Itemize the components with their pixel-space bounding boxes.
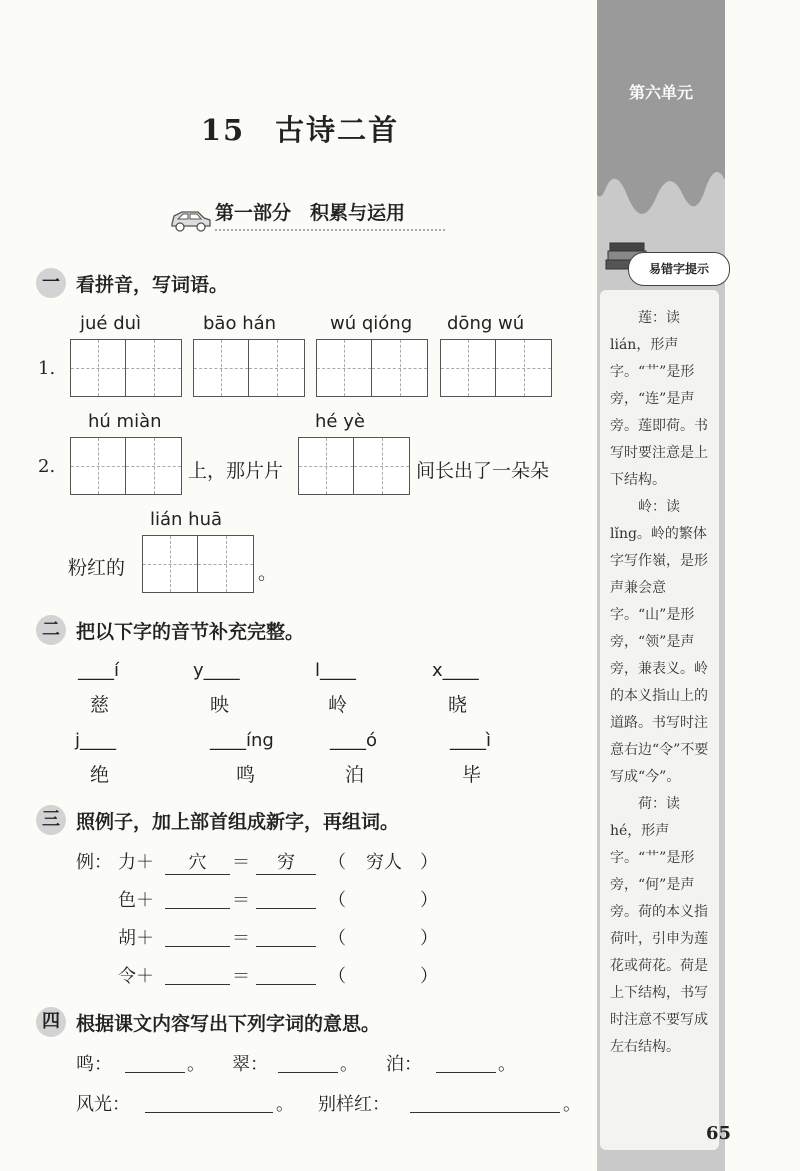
radical-row-2-eq: ＝ (232, 890, 250, 911)
part-heading-underline (215, 229, 445, 231)
radical-row-1-result: 穷 (256, 848, 316, 875)
syllable-blank-1[interactable]: ____í (78, 660, 120, 681)
tip-paragraph-lian: 莲：读 lián，形声字。“艹”是形旁，“连”是声旁。莲即荷。书写时要注意是上下结构。 (610, 310, 708, 488)
pinyin-bao-han: bāo hán (203, 313, 277, 334)
radical-row-2-rp: ） (420, 890, 438, 911)
car-icon (168, 206, 212, 232)
pinyin-hu-mian: hú miàn (88, 411, 162, 432)
meaning-label-cui: 翠： (232, 1054, 268, 1075)
char-jue: 绝 (90, 764, 110, 786)
syllable-blank-5[interactable]: j____ (75, 730, 117, 751)
sentence-text-2: 间长出了一朵朵 (416, 460, 550, 482)
part-heading: 第一部分 积累与运用 (215, 202, 406, 224)
section-2-badge: 二 (36, 615, 66, 645)
sentence-text-1: 上，那片片 (188, 460, 284, 482)
meaning-label-ming: 鸣： (76, 1054, 112, 1075)
radical-row-2-result-blank[interactable] (256, 886, 316, 909)
char-ming: 鸣 (236, 764, 256, 786)
radical-row-3-base: 胡＋ (118, 928, 154, 949)
pinyin-he-ye: hé yè (315, 411, 365, 432)
tip-text (610, 305, 714, 1061)
section-1-heading: 一 看拼音，写词语。 (36, 268, 228, 298)
section-3-heading: 三 照例子，加上部首组成新字，再组词。 (36, 805, 399, 835)
page-number: 65 (706, 1123, 732, 1144)
meaning-period-5: 。 (563, 1094, 581, 1115)
radical-row-4-rp: ） (420, 966, 438, 987)
radical-row-1-eq: ＝ (232, 852, 250, 873)
section-3-badge: 三 (36, 805, 66, 835)
section-4-badge: 四 (36, 1007, 66, 1037)
meaning-blank-bo[interactable] (436, 1050, 496, 1073)
page-title: 15 古诗二首 (200, 113, 400, 147)
radical-row-1-radical: 穴 (165, 848, 230, 875)
syllable-blank-2[interactable]: y____ (193, 660, 240, 681)
radical-row-3-eq: ＝ (232, 928, 250, 949)
tip-title-cloud: 易错字提示 (628, 252, 730, 286)
syllable-blank-8[interactable]: ____ì (450, 730, 492, 751)
section-2-heading: 二 把以下字的音节补充完整。 (36, 615, 304, 645)
tip-paragraph-he: 荷：读 hé，形声字。“艹”是形旁，“何”是声旁。荷的本义指荷叶，引申为莲花或荷花。荷是上下结构，书写时注意不要写成左右结构。 (610, 796, 708, 1055)
radical-row-2-blank[interactable] (165, 886, 230, 909)
char-bi: 毕 (462, 764, 482, 786)
meaning-label-fengguang: 风光： (76, 1094, 130, 1115)
writing-grid-7[interactable] (142, 535, 254, 593)
sentence-text-3: 粉红的 (68, 557, 126, 579)
writing-grid-1[interactable] (70, 339, 182, 397)
radical-row-2-base: 色＋ (118, 890, 154, 911)
pinyin-wu-qiong: wú qióng (330, 313, 413, 334)
example-label: 例： (76, 852, 112, 873)
radical-row-3-blank[interactable] (165, 924, 230, 947)
radical-row-4-blank[interactable] (165, 962, 230, 985)
pinyin-dong-wu: dōng wú (447, 313, 525, 334)
q1-item-1-number: 1. (38, 358, 56, 379)
syllable-blank-7[interactable]: ____ó (330, 730, 378, 751)
char-ci: 慈 (90, 694, 110, 716)
char-xiao: 晓 (448, 694, 468, 716)
radical-row-1-lp: （ (328, 852, 346, 873)
writing-grid-6[interactable] (298, 437, 410, 495)
radical-row-3-rp: ） (420, 928, 438, 949)
writing-grid-4[interactable] (440, 339, 552, 397)
pinyin-jue-dui: jué duì (80, 313, 142, 334)
meaning-blank-bieyanghong[interactable] (410, 1090, 560, 1113)
radical-row-4-base: 令＋ (118, 966, 154, 987)
char-bo: 泊 (345, 764, 365, 786)
meaning-label-bieyanghong: 别样红： (318, 1094, 390, 1115)
meaning-blank-fengguang[interactable] (145, 1090, 273, 1113)
meaning-period-1: 。 (187, 1054, 205, 1075)
syllable-blank-6[interactable]: ____íng (210, 730, 274, 751)
radical-row-4-result-blank[interactable] (256, 962, 316, 985)
radical-row-4-eq: ＝ (232, 966, 250, 987)
writing-grid-2[interactable] (193, 339, 305, 397)
meaning-period-3: 。 (498, 1054, 516, 1075)
writing-grid-3[interactable] (316, 339, 428, 397)
q1-item-2-number: 2. (38, 456, 56, 477)
meaning-blank-ming[interactable] (125, 1050, 185, 1073)
radical-row-4-lp: （ (328, 966, 346, 987)
section-4-heading: 四 根据课文内容写出下列字词的意思。 (36, 1007, 380, 1037)
meaning-label-bo: 泊： (386, 1054, 422, 1075)
radical-row-1-base: 力＋ (118, 852, 154, 873)
syllable-blank-3[interactable]: l____ (315, 660, 357, 681)
radical-row-1-word: 穷人 (366, 852, 402, 873)
section-1-badge: 一 (36, 268, 66, 298)
radical-row-1-rp: ） (420, 852, 438, 873)
pinyin-lian-hua: lián huā (150, 509, 223, 530)
unit-label: 第六单元 (628, 83, 693, 102)
radical-row-3-result-blank[interactable] (256, 924, 316, 947)
meaning-period-2: 。 (340, 1054, 358, 1075)
radical-row-3-lp: （ (328, 928, 346, 949)
char-ying: 映 (210, 694, 230, 716)
radical-row-2-lp: （ (328, 890, 346, 911)
char-ling: 岭 (328, 694, 348, 716)
sentence-period: 。 (258, 562, 278, 584)
syllable-blank-4[interactable]: x____ (432, 660, 479, 681)
meaning-blank-cui[interactable] (278, 1050, 338, 1073)
writing-grid-5[interactable] (70, 437, 182, 495)
tip-paragraph-ling: 岭：读 lǐng。岭的繁体字写作嶺，是形声兼会意字。“山”是形旁，“领”是声旁，兼表义。岭的本义指山上的道路。书写时注意右边“令”不要写成“今”。 (610, 499, 709, 785)
meaning-period-4: 。 (276, 1094, 294, 1115)
